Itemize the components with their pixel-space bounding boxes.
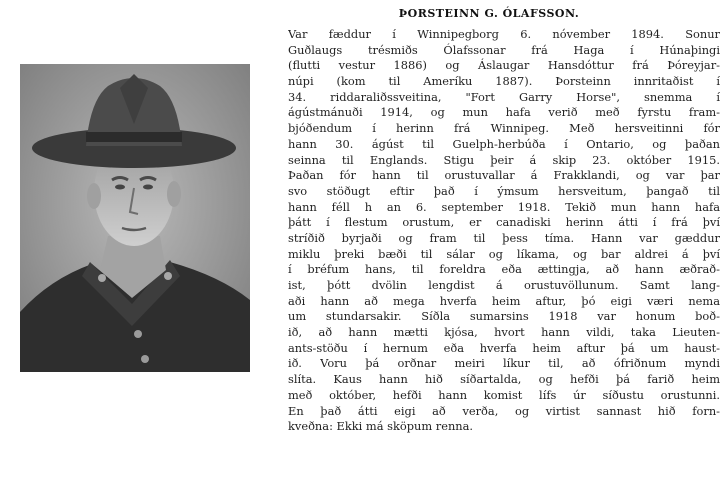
text-line: kveðna: Ekki má sköpum renna. xyxy=(288,419,474,434)
text-line: um stundarsakir. Síðla sumarsins 1918 var honum boð- xyxy=(288,309,720,324)
text-line: aði hann að mega hverfa heim aftur, þó eigi væri nema xyxy=(288,293,720,308)
text-line: ið, að hann mætti kjósa, hvort hann vildi, taka Lieuten- xyxy=(288,325,720,340)
text-line: En það átti eigi að verða, og virtist sannast hið forn- xyxy=(288,403,720,418)
text-line: hann féll h an 6. september 1918. Tekið mun hann hafa xyxy=(288,199,720,214)
text-line: stríðið byrjaði og fram til þess tíma. Hann var gæddur xyxy=(288,230,720,245)
text-line: Þaðan fór hann til orustuvallar á Frakklandi, og var þar xyxy=(288,168,720,183)
text-line: í bréfum hans, til foreldra eða ættingja, að hann æðrað- xyxy=(288,262,720,277)
text-line: ants-stöðu í hernum eða hverfa heim aftur þá um haust- xyxy=(288,340,720,355)
text-line: miklu þreki bæði til sálar og líkama, og bar aldrei á því xyxy=(288,246,720,261)
text-line: hann 30. ágúst til Guelph-herbúða í Ontario, og þaðan xyxy=(288,136,720,151)
text-line: (flutti vestur 1886) og Áslaugar Hansdóttur frá Þóreyjar- xyxy=(288,58,720,73)
text-line: með október, hefði hann komist lífs úr síðustu orustunni. xyxy=(288,387,720,402)
text-line: slíta. Kaus hann hið síðartalda, og hefði þá farið heim xyxy=(288,372,720,387)
page-title: ÞORSTEINN G. ÓLAFSSON. xyxy=(398,7,580,20)
text-line: Var fæddur í Winnipegborg 6. nóvember 1894. Sonur xyxy=(288,27,720,41)
text-line: seinna til Englands. Stigu þeir á skip 23. október 1915. xyxy=(288,152,720,167)
text-line: núpi (kom til Ameríku 1887). Þorsteinn innritaðist í xyxy=(288,74,720,89)
text-line: Guðlaugs trésmiðs Ólafssonar frá Haga í Húnaþingi xyxy=(288,42,720,57)
text-line: 34. riddaraliðssveitina, "Fort Garry Horse", snemma í xyxy=(288,89,720,104)
text-line: þátt í flestum orustum, er canadiski herinn átti í frá því xyxy=(288,215,720,230)
text-line: svo stöðugt eftir það í ýmsum hersveitum, þangað til xyxy=(288,183,720,198)
soldier-portrait-photo xyxy=(20,64,250,372)
biography-text xyxy=(288,27,720,435)
text-line: ist, þótt dvölin lengdist á orustuvöllunum. Samt lang- xyxy=(288,278,720,292)
text-line: ið. Voru þá orðnar meiri líkur til, að ófriðnum myndi xyxy=(288,356,720,371)
text-line: bjóðendum í herinn frá Winnipeg. Með hersveitinni fór xyxy=(288,121,720,136)
text-line: ágústmánuði 1914, og mun hafa verið með fyrstu fram- xyxy=(288,105,720,120)
